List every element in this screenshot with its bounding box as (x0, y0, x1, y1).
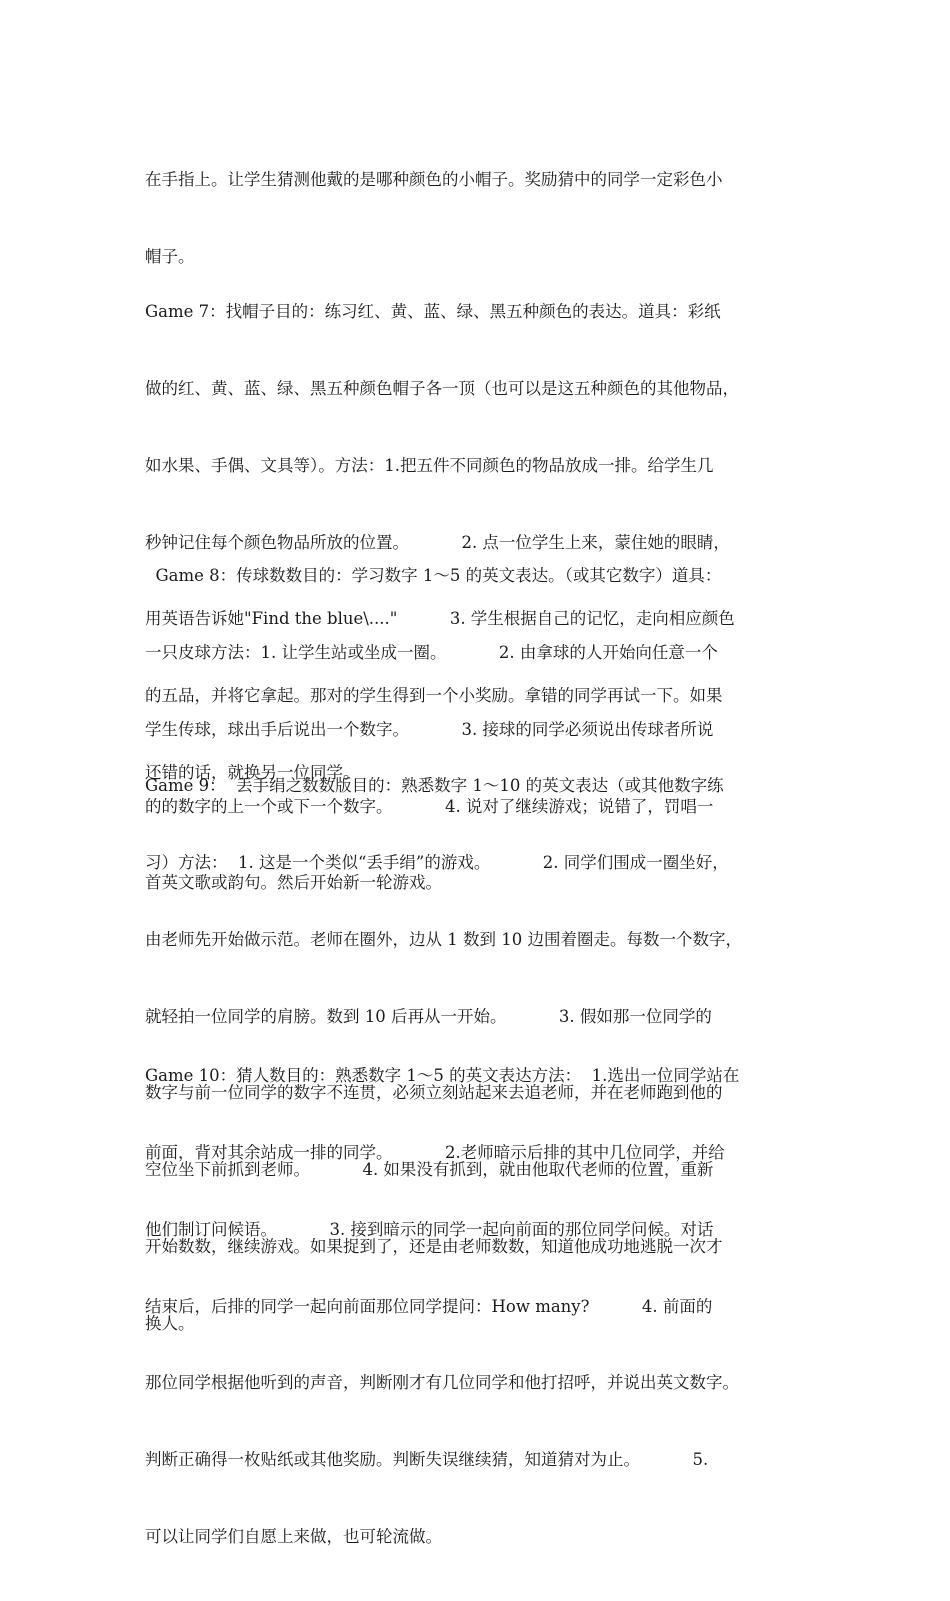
intro-line: 帽子。 (145, 246, 195, 266)
game-7-line: 如水果、手偶、文具等）。方法：1.把五件不同颜色的物品放成一排。给学生几 (145, 455, 714, 475)
game-9-line: 就轻拍一位同学的肩膀。数到 10 后再从一开始。 3. 假如那一位同学的 (145, 1006, 712, 1026)
game-10-line: Game 10：猜人数目的：熟悉数字 1～5 的英文表达方法： 1.选出一位同学站在 (145, 1066, 740, 1086)
game-7-line: 用英语告诉她"Find the blue\...." 3. 学生根据自己的记忆，走向相应颜色 (145, 609, 735, 629)
game-10-line: 判断正确得一枚贴纸或其他奖励。判断失误继续猜，知道猜对为止。 5. (145, 1450, 709, 1470)
game-9-line: 换人。 (145, 1313, 195, 1333)
intro-line: 在手指上。让学生猜测他戴的是哪种颜色的小帽子。奖励猜中的同学一定彩色小 (145, 170, 723, 190)
game-7-line: 的五品，并将它拿起。那对的学生得到一个小奖励。拿错的同学再试一下。如果 (145, 686, 723, 706)
game-8-line: 首英文歌或韵句。然后开始新一轮游戏。 (145, 873, 442, 893)
game-7-line: 还错的话，就换另一位同学。 (145, 762, 360, 782)
game-10-paragraph (145, 1012, 808, 1601)
game-10-line: 前面，背对其余站成一排的同学。 2.老师暗示后排的其中几位同学，并给 (145, 1142, 725, 1162)
game-8-line: 的的数字的上一个或下一个数字。 4. 说对了继续游戏；说错了，罚唱一 (145, 796, 714, 816)
game-9-line: 由老师先开始做示范。老师在圈外，边从 1 数到 10 边围着圈走。每数一个数字， (145, 929, 742, 949)
game-10-line: 他们制订问候语。 3. 接到暗示的同学一起向前面的那位同学问候。对话 (145, 1219, 714, 1239)
game-7-line: 做的红、黄、蓝、绿、黑五种颜色帽子各一顶（也可以是这五种颜色的其他物品， (145, 378, 739, 398)
game-8-line: 一只皮球方法：1. 让学生站或坐成一圈。 2. 由拿球的人开始向任意一个 (145, 642, 718, 662)
game-7-line: 秒钟记住每个颜色物品所放的位置。 2. 点一位学生上来，蒙住她的眼睛， (145, 532, 730, 552)
game-10-line: 结束后，后排的同学一起向前面那位同学提问：How many? 4. 前面的 (145, 1296, 713, 1316)
game-10-line: 那位同学根据他听到的声音，判断刚才有几位同学和他打招呼，并说出英文数字。 (145, 1373, 739, 1393)
game-9-line: 数字与前一位同学的数字不连贯，必须立刻站起来去追老师，并在老师跑到他的 (145, 1083, 723, 1103)
game-10-line: 可以让同学们自愿上来做，也可轮流做。 (145, 1526, 442, 1546)
game-9-line: 空位坐下前抓到老师。 4. 如果没有抓到，就由他取代老师的位置，重新 (145, 1160, 714, 1180)
game-9-line: 开始数数，继续游戏。如果捉到了，还是由老师数数，知道他成功地逃脱一次才 (145, 1236, 723, 1256)
game-8-line: Game 8：传球数数目的：学习数字 1～5 的英文表达。（或其它数字）道具： (145, 566, 722, 586)
game-8-line: 学生传球，球出手后说出一个数字。 3. 接球的同学必须说出传球者所说 (145, 719, 714, 739)
game-9-line: Game 9： 丢手绢之数数版目的：熟悉数字 1～10 的英文表达（或其他数字练 (145, 776, 724, 796)
game-7-line: Game 7：找帽子目的：练习红、黄、蓝、绿、黑五种颜色的表达。道具：彩纸 (145, 302, 721, 322)
game-9-line: 习）方法： 1. 这是一个类似“丢手绢”的游戏。 2. 同学们围成一圈坐好， (145, 852, 729, 872)
